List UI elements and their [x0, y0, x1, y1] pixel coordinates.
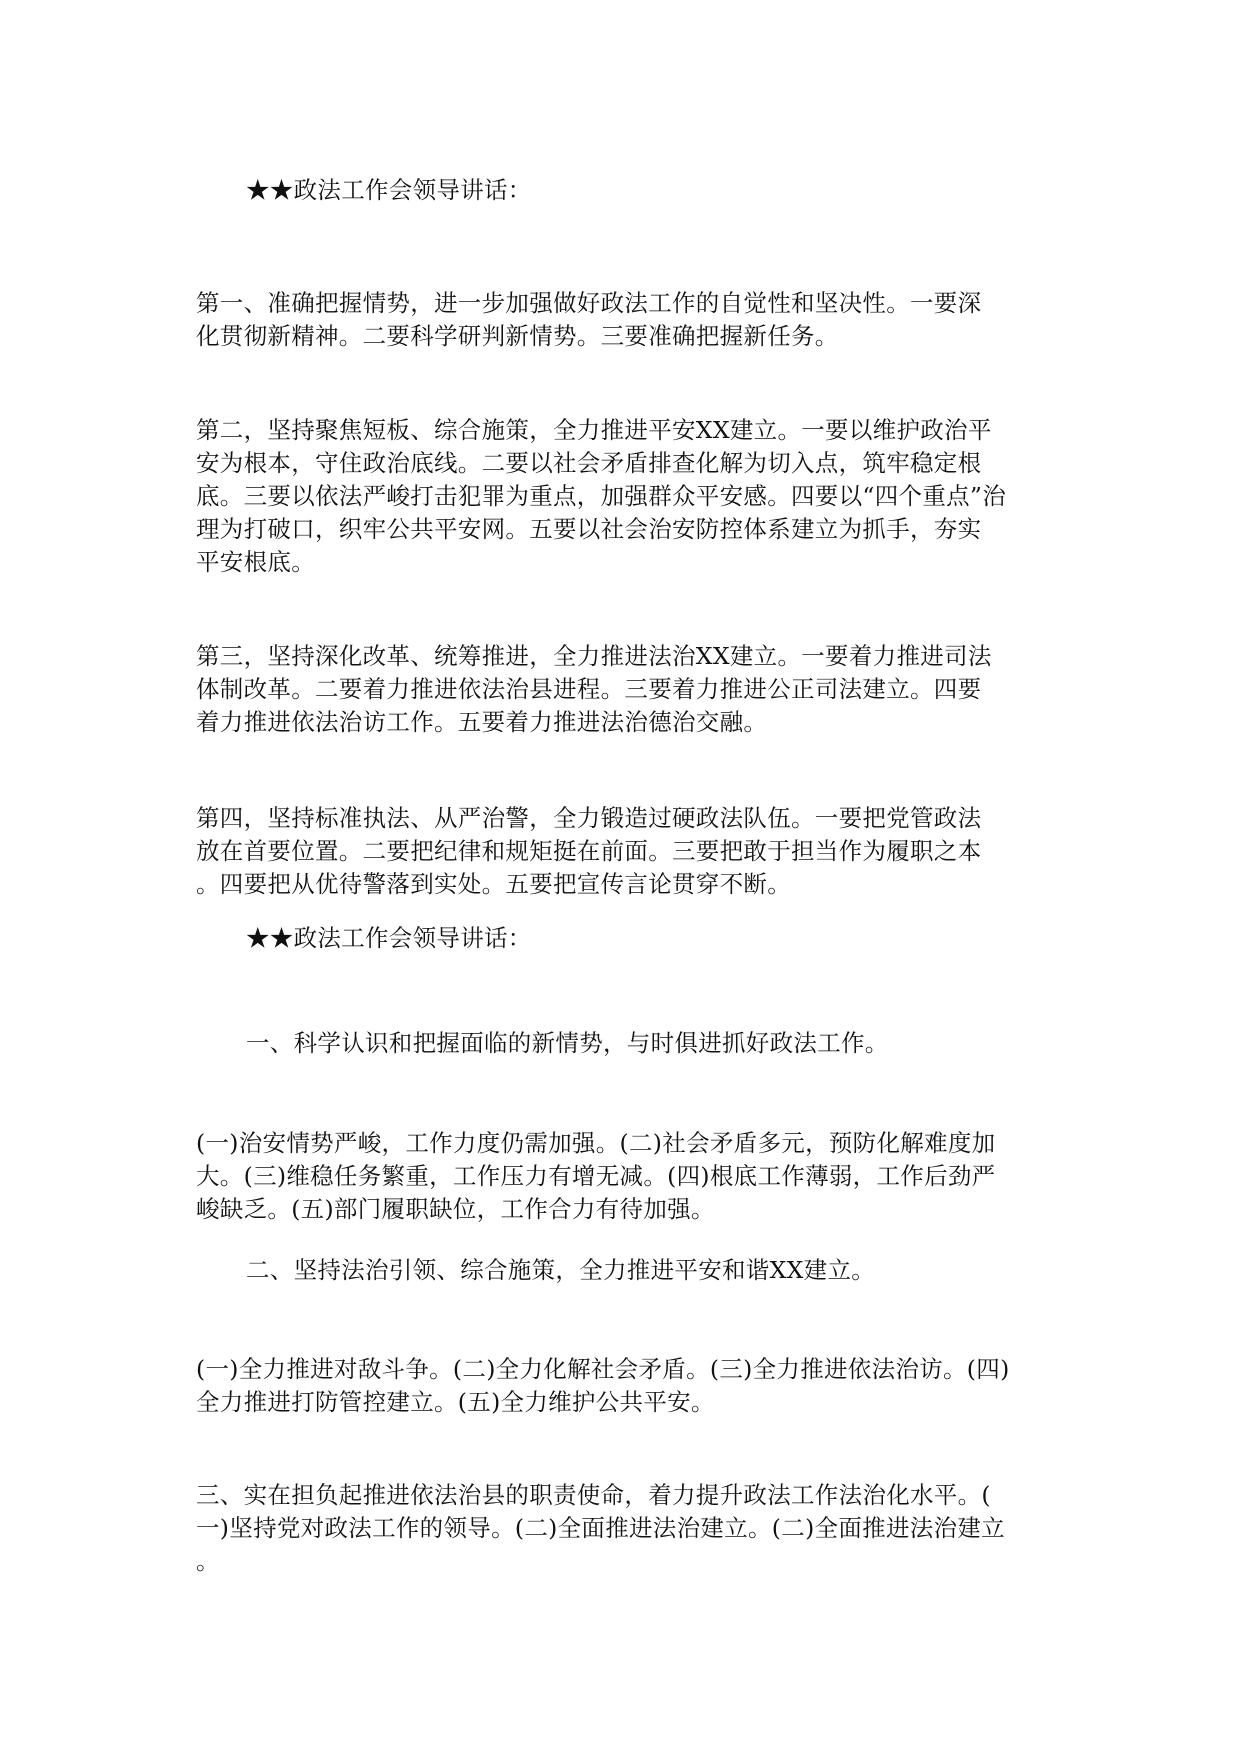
paragraph-section-three: 三、实在担负起推进依法治县的职责使命，着力提升政法工作法治化水平。( 一)坚持党对政法工作的领导。(二)全面推进法治建立。(二)全面推进法治建立 。 — [196, 1481, 1005, 1575]
paragraph-section-two-items: (一)全力推进对敌斗争。(二)全力化解社会矛盾。(三)全力推进依法治访。(四) 全力推进打防管控建立。(五)全力维护公共平安。 — [196, 1355, 1010, 1416]
paragraph-third-point: 第三，坚持深化改革、统筹推进，全力推进法治XX建立。一要着力推进司法 体制改革。二要着力推进依法治县进程。三要着力推进公正司法建立。四要 着力推进依法治访工作。五要着力推进法治德治交融。 — [196, 642, 992, 736]
paragraph-section-one-items: (一)治安情势严峻，工作力度仍需加强。(二)社会矛盾多元，预防化解难度加 大。(三)维稳任务繁重，工作压力有增无减。(四)根底工作薄弱，工作后劲严 峻缺乏。(五)部门履职缺位，工作合力有待加强。 — [196, 1129, 996, 1223]
speech-heading: ★★政法工作会领导讲话： — [246, 924, 532, 952]
paragraph-fourth-point: 第四，坚持标准执法、从严治警，全力锻造过硬政法队伍。一要把党管政法 放在首要位置。二要把纪律和规矩挺在前面。三要把敢于担当作为履职之本 。四要把从优待警落到实处。五要把宣传言论贯穿不断。 — [196, 804, 982, 898]
paragraph-first-point: 第一、准确把握情势，进一步加强做好政法工作的自觉性和坚决性。一要深 化贯彻新精神。二要科学研判新情势。三要准确把握新任务。 — [196, 289, 982, 350]
speech-heading: ★★政法工作会领导讲话： — [246, 176, 532, 204]
section-heading-two: 二、坚持法治引领、综合施策，全力推进平安和谐XX建立。 — [246, 1256, 876, 1284]
section-heading-one: 一、科学认识和把握面临的新情势，与时俱进抓好政法工作。 — [246, 1029, 889, 1057]
paragraph-second-point: 第二，坚持聚焦短板、综合施策，全力推进平安XX建立。一要以维护政治平 安为根本，守住政治底线。二要以社会矛盾排查化解为切入点，筑牢稳定根 底。三要以依法严峻打击犯罪为重点，加强群众平安感。四要以“四个重点”治 理为打破口，织牢公共平安网。五要以社会治安防控体系建立为抓手，夯实 平安根底。 — [196, 416, 1007, 576]
